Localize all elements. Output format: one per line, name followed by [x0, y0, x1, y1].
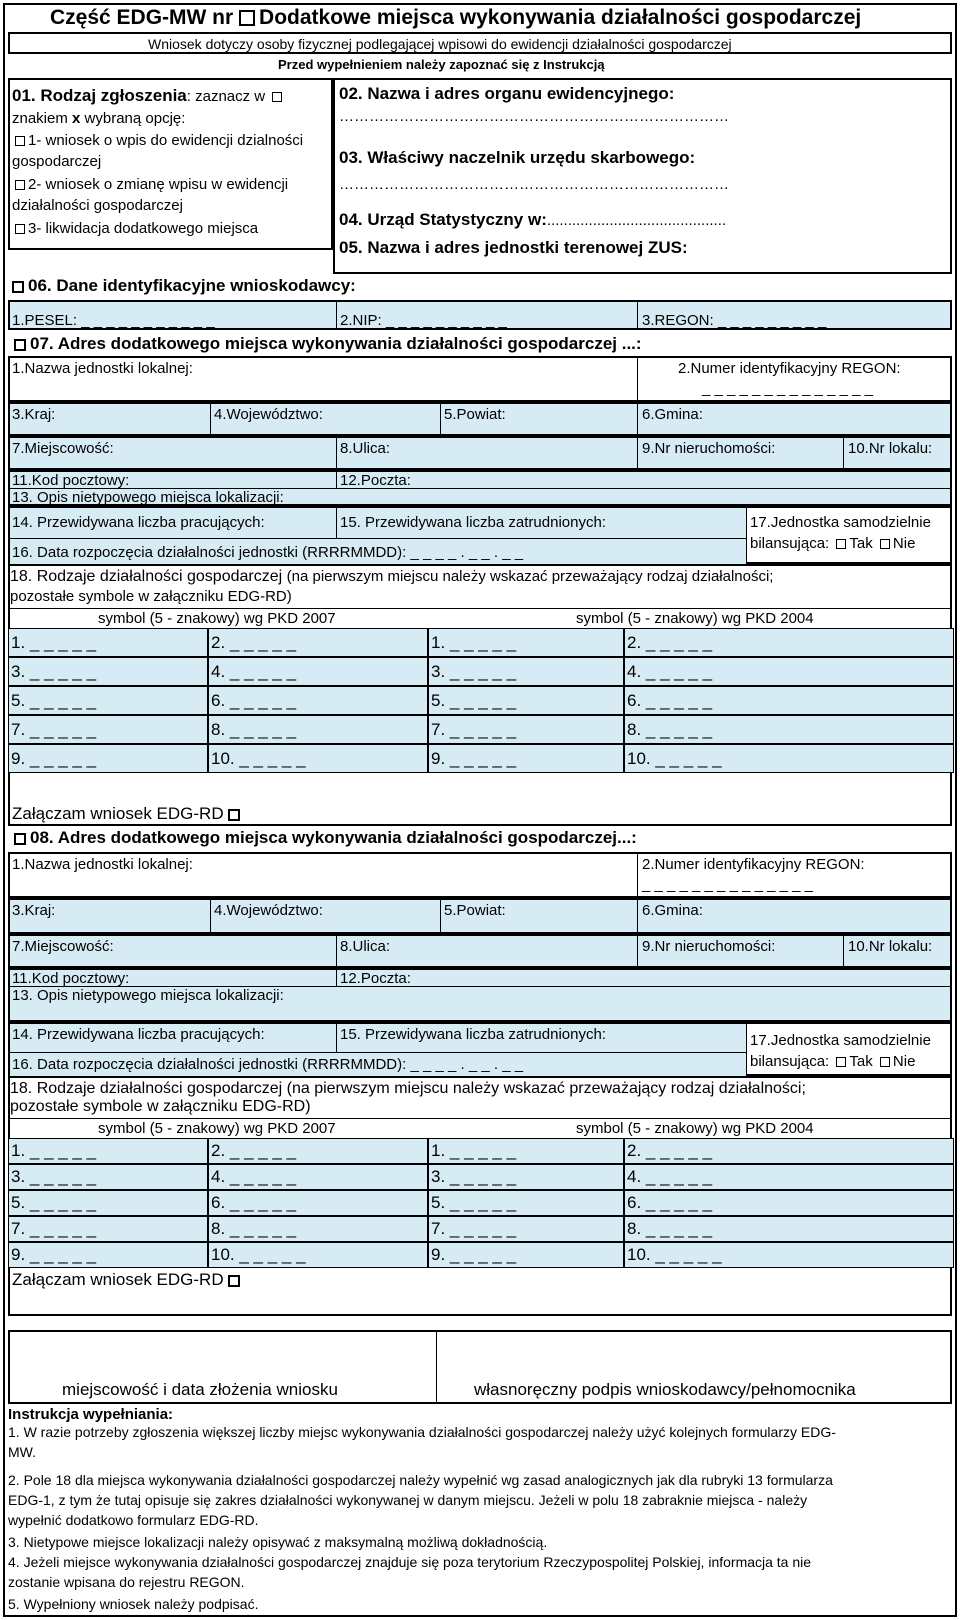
section-08: [8, 828, 952, 1324]
s07-f18-line1: 18. Rodzaje działalności gospodarczej (na pierwszym miejscu należy wskazać przeważający rodzaj działalności;: [10, 568, 774, 585]
signature-box: [8, 1330, 952, 1404]
s07-f7[interactable]: 7.Miejscowość:: [12, 440, 114, 457]
s07-row-5: [8, 506, 952, 564]
s06-title: 06. Dane identyfikacyjne wnioskodawcy:: [12, 276, 356, 296]
s01-option-2-cont: działalności gospodarczej: [12, 197, 183, 214]
s07-pkd-cell-3-4[interactable]: 6. _ _ _ _ _: [624, 686, 954, 715]
s07-f1[interactable]: 1.Nazwa jednostki lokalnej:: [12, 360, 193, 377]
s08-row-4: [8, 968, 952, 1022]
s08-f17-options[interactable]: bilansująca: Tak Nie: [750, 1053, 916, 1070]
s07-pkd2007-header: symbol (5 - znakowy) wg PKD 2007: [98, 610, 336, 627]
s08-pkd-cell-5-4[interactable]: 10. _ _ _ _ _: [624, 1242, 954, 1268]
signature-field[interactable]: [438, 1332, 950, 1376]
s07-pkd-cell-5-1[interactable]: 9. _ _ _ _ _: [8, 744, 208, 773]
s07-row-3: [8, 436, 952, 470]
s07-nie-checkbox[interactable]: [880, 539, 890, 549]
s08-row-1: [8, 852, 952, 898]
s08-pkd-cell-4-1[interactable]: 7. _ _ _ _ _: [8, 1216, 208, 1242]
s01-option-1[interactable]: 1- wniosek o wpis do ewidencji dzialności: [12, 132, 303, 149]
s07-pkd-cell-4-3[interactable]: 7. _ _ _ _ _: [428, 715, 624, 744]
s08-f18-line2: pozostałe symbole w załączniku EDG-RD): [10, 1098, 311, 1115]
s06-row: [8, 300, 952, 330]
s07-f4[interactable]: 4.Województwo:: [214, 406, 323, 423]
regon-field[interactable]: 3.REGON: _ _ _ _ _ _ _ _ _: [642, 312, 827, 329]
s07-pkd-cell-5-3[interactable]: 9. _ _ _ _ _: [428, 744, 624, 773]
s01-option-3[interactable]: 3- likwidacja dodatkowego miejsca: [12, 220, 258, 237]
option-1-checkbox[interactable]: [15, 136, 25, 146]
s07-f5[interactable]: 5.Powiat:: [444, 406, 506, 423]
s04-input[interactable]: ...........................................: [546, 212, 727, 229]
s01-line2: znakiem x wybraną opcję:: [12, 110, 186, 127]
option-2-checkbox[interactable]: [15, 180, 25, 190]
s07-pkd-grid: [8, 628, 952, 806]
sections-02-05: [333, 78, 952, 274]
s08-pkd-cell-1-1[interactable]: 1. _ _ _ _ _: [8, 1138, 208, 1164]
s08-pkd-cell-5-2[interactable]: 10. _ _ _ _ _: [208, 1242, 428, 1268]
s07-f14[interactable]: 14. Przewidywana liczba pracujących:: [12, 514, 265, 531]
s05-title: 05. Nazwa i adres jednostki terenowej ZUS:: [339, 238, 688, 257]
s08-row-2: [8, 898, 952, 934]
instruction-2a: 2. Pole 18 dla miejsca wykonywania działalności gospodarczej należy wypełnić wg zasad analogicznych jak dla rubryki 13 formularza: [8, 1472, 833, 1488]
s08-pkd2007-header: symbol (5 - znakowy) wg PKD 2007: [98, 1120, 336, 1137]
s08-f11[interactable]: 11.Kod pocztowy:: [12, 970, 130, 987]
s07-attach-checkbox[interactable]: [228, 809, 240, 821]
s08-tak-checkbox[interactable]: [836, 1057, 846, 1067]
s07-f10[interactable]: 10.Nr lokalu:: [848, 440, 933, 457]
s07-pkd-cell-1-1[interactable]: 1. _ _ _ _ _: [8, 628, 208, 657]
s07-f6[interactable]: 6.Gmina:: [642, 406, 703, 423]
s07-pkd-cell-4-2[interactable]: 8. _ _ _ _ _: [208, 715, 428, 744]
s08-f14[interactable]: 14. Przewidywana liczba pracujących:: [12, 1026, 265, 1043]
subtitle-box: [8, 32, 952, 54]
s08-f5[interactable]: 5.Powiat:: [444, 902, 506, 919]
place-date-field[interactable]: [10, 1332, 434, 1376]
section-07: [8, 330, 952, 826]
s07-f13[interactable]: 13. Opis nietypowego miejsca lokalizacji:: [12, 489, 284, 506]
instructions-title: Instrukcja wypełniania:: [8, 1406, 174, 1423]
s08-f15[interactable]: 15. Przewidywana liczba zatrudnionych:: [340, 1026, 606, 1043]
s08-f16[interactable]: 16. Data rozpoczęcia działalności jednostki (RRRRMMDD): _ _ _ _ . _ _ . _ _: [12, 1056, 524, 1073]
s07-tak-checkbox[interactable]: [836, 539, 846, 549]
s08-f3[interactable]: 3.Kraj:: [12, 902, 56, 919]
s08-f2[interactable]: 2.Numer identyfikacyjny REGON:: [642, 856, 865, 873]
s08-f6[interactable]: 6.Gmina:: [642, 902, 703, 919]
instruction-5: 5. Wypełniony wniosek należy podpisać.: [8, 1596, 259, 1612]
s07-pkd-cell-2-3[interactable]: 3. _ _ _ _ _: [428, 657, 624, 686]
s08-pkd-cell-2-4[interactable]: 4. _ _ _ _ _: [624, 1164, 954, 1190]
instructions: [8, 1404, 952, 1614]
s08-nie-checkbox[interactable]: [880, 1057, 890, 1067]
s06-checkbox[interactable]: [12, 281, 24, 293]
s07-pkd2004-header: symbol (5 - znakowy) wg PKD 2004: [576, 610, 814, 627]
option-3-checkbox[interactable]: [15, 224, 25, 234]
s07-checkbox[interactable]: [14, 339, 26, 351]
s07-row-2: [8, 402, 952, 436]
s03-title: 03. Właściwy naczelnik urzędu skarbowego:: [339, 148, 696, 167]
s07-pkd-cell-2-4[interactable]: 4. _ _ _ _ _: [624, 657, 954, 686]
s08-row-3: [8, 934, 952, 968]
s07-f12[interactable]: 12.Poczta:: [340, 472, 411, 489]
s03-input[interactable]: ……………………………………………………………………: [339, 176, 729, 193]
s01-option-2[interactable]: 2- wniosek o zmianę wpisu w ewidencji: [12, 176, 288, 193]
s08-pkd-cell-3-3[interactable]: 5. _ _ _ _ _: [428, 1190, 624, 1216]
s07-f2[interactable]: 2.Numer identyfikacyjny REGON:: [678, 360, 901, 377]
s08-pkd-cell-4-4[interactable]: 8. _ _ _ _ _: [624, 1216, 954, 1242]
s07-f17-options[interactable]: bilansująca: Tak Nie: [750, 535, 916, 552]
s07-f8[interactable]: 8.Ulica:: [340, 440, 391, 457]
s07-pkd-cell-3-2[interactable]: 6. _ _ _ _ _: [208, 686, 428, 715]
s08-attach-checkbox[interactable]: [228, 1275, 240, 1287]
s02-title: 02. Nazwa i adres organu ewidencyjnego:: [339, 84, 675, 103]
s04-title: 04. Urząd Statystyczny w:...........................................: [339, 210, 727, 229]
s07-pkd-cell-5-2[interactable]: 10. _ _ _ _ _: [208, 744, 428, 773]
form-subtitle: Wniosek dotyczy osoby fizycznej podlegającej wpisowi do ewidencji działalności gospodarczej: [148, 36, 732, 52]
s08-title: 08. Adres dodatkowego miejsca wykonywania działalności gospodarczej...:: [14, 828, 637, 848]
s08-pkd-cell-3-4[interactable]: 6. _ _ _ _ _: [624, 1190, 954, 1216]
s07-f18-line2: pozostałe symbole w załączniku EDG-RD): [10, 588, 292, 605]
instruction-2c: wypełnić dodatkowo formularz EDG-RD.: [8, 1512, 259, 1528]
s07-f17: 17.Jednostka samodzielnie: [750, 514, 931, 531]
s07-pkd: [8, 564, 952, 826]
s07-pkd-cell-3-3[interactable]: 5. _ _ _ _ _: [428, 686, 624, 715]
s08-pkd-cell-1-3[interactable]: 1. _ _ _ _ _: [428, 1138, 624, 1164]
s08-pkd-cell-1-4[interactable]: 2. _ _ _ _ _: [624, 1138, 954, 1164]
s07-f16[interactable]: 16. Data rozpoczęcia działalności jednostki (RRRRMMDD): _ _ _ _ . _ _ . _ _: [12, 544, 524, 561]
signature-label: własnoręczny podpis wnioskodawcy/pełnomocnika: [474, 1380, 856, 1399]
section-01: [8, 78, 333, 250]
s08-f7[interactable]: 7.Miejscowość:: [12, 938, 114, 955]
s01-option-1-cont: gospodarczej: [12, 153, 102, 170]
nip-field[interactable]: 2.NIP: _ _ _ _ _ _ _ _ _ _: [340, 312, 507, 329]
s07-row-4: [8, 470, 952, 506]
instruction-note: Przed wypełnieniem należy zapoznać się z Instrukcją: [278, 57, 605, 72]
s07-pkd-cell-1-3[interactable]: 1. _ _ _ _ _: [428, 628, 624, 657]
instruction-4a: 4. Jeżeli miejsce wykonywania działalności gospodarczej znajduje się poza terytorium Rzeczypospolitej Polskiej, informacja ta nie: [8, 1554, 812, 1570]
s07-pkd-cell-4-1[interactable]: 7. _ _ _ _ _: [8, 715, 208, 744]
s08-f9[interactable]: 9.Nr nieruchomości:: [642, 938, 776, 955]
s01-sample-checkbox: [272, 92, 282, 102]
pesel-field[interactable]: 1.PESEL: _ _ _ _ _ _ _ _ _ _ _: [12, 312, 215, 329]
s08-pkd-grid: [8, 1138, 952, 1268]
s07-title: 07. Adres dodatkowego miejsca wykonywania działalności gospodarczej ...:: [14, 334, 642, 354]
s07-row-1: [8, 356, 952, 402]
s08-pkd-cell-1-2[interactable]: 2. _ _ _ _ _: [208, 1138, 428, 1164]
s08-pkd2004-header: symbol (5 - znakowy) wg PKD 2004: [576, 1120, 814, 1137]
s07-pkd-cell-2-2[interactable]: 4. _ _ _ _ _: [208, 657, 428, 686]
s07-f11[interactable]: 11.Kod pocztowy:: [12, 472, 130, 489]
s08-pkd-cell-5-3[interactable]: 9. _ _ _ _ _: [428, 1242, 624, 1268]
s08-f10[interactable]: 10.Nr lokalu:: [848, 938, 933, 955]
s08-pkd-cell-2-3[interactable]: 3. _ _ _ _ _: [428, 1164, 624, 1190]
s07-f15[interactable]: 15. Przewidywana liczba zatrudnionych:: [340, 514, 606, 531]
s08-pkd-cell-3-2[interactable]: 6. _ _ _ _ _: [208, 1190, 428, 1216]
s07-attach[interactable]: Załączam wniosek EDG-RD: [12, 804, 244, 824]
s08-pkd-cell-4-3[interactable]: 7. _ _ _ _ _: [428, 1216, 624, 1242]
s07-f2-blanks[interactable]: _ _ _ _ _ _ _ _ _ _ _ _ _ _: [702, 380, 873, 397]
s07-pkd-cell-4-4[interactable]: 8. _ _ _ _ _: [624, 715, 954, 744]
s08-pkd: [8, 1076, 952, 1316]
s07-f3[interactable]: 3.Kraj:: [12, 406, 56, 423]
s08-f4[interactable]: 4.Województwo:: [214, 902, 323, 919]
s08-pkd-cell-5-1[interactable]: 9. _ _ _ _ _: [8, 1242, 208, 1268]
s07-pkd-cell-1-4[interactable]: 2. _ _ _ _ _: [624, 628, 954, 657]
s08-f17: 17.Jednostka samodzielnie: [750, 1032, 931, 1049]
s07-pkd-cell-1-2[interactable]: 2. _ _ _ _ _: [208, 628, 428, 657]
s07-pkd-cell-5-4[interactable]: 10. _ _ _ _ _: [624, 744, 954, 773]
s08-f8[interactable]: 8.Ulica:: [340, 938, 391, 955]
instruction-4b: zostanie wpisana do rejestru REGON.: [8, 1574, 245, 1590]
s08-pkd-cell-2-2[interactable]: 4. _ _ _ _ _: [208, 1164, 428, 1190]
s08-f18-line1: 18. Rodzaje działalności gospodarczej (na pierwszym miejscu należy wskazać przeważający rodzaj działalności;: [10, 1080, 806, 1097]
s08-row-5: [8, 1022, 952, 1076]
s07-pkd-cell-2-1[interactable]: 3. _ _ _ _ _: [8, 657, 208, 686]
s08-pkd-cell-2-1[interactable]: 3. _ _ _ _ _: [8, 1164, 208, 1190]
form-title: Część EDG-MW nr Dodatkowe miejsca wykonywania działalności gospodarczej: [50, 6, 862, 29]
instruction-2b: EDG-1, z tym że tutaj opisuje się zakres działalności wykonywanej w danym miejscu. Jeżeli w polu 18 zabraknie miejsca - należy: [8, 1492, 808, 1508]
s02-input[interactable]: ……………………………………………………………………: [339, 108, 729, 125]
instruction-1a: 1. W razie potrzeby zgłoszenia większej liczby miejsc wykonywania działalności gospodarczej należy użyć kolejnych formularzy EDG-: [8, 1424, 836, 1440]
s07-f9[interactable]: 9.Nr nieruchomości:: [642, 440, 776, 457]
title-checkbox[interactable]: [239, 10, 255, 26]
s08-f1[interactable]: 1.Nazwa jednostki lokalnej:: [12, 856, 193, 873]
s08-pkd-cell-4-2[interactable]: 8. _ _ _ _ _: [208, 1216, 428, 1242]
s08-checkbox[interactable]: [14, 833, 26, 845]
s01-title-line: 01. Rodzaj zgłoszenia: zaznacz w: [12, 86, 285, 106]
s08-pkd-cell-3-1[interactable]: 5. _ _ _ _ _: [8, 1190, 208, 1216]
place-date-label: miejscowość i data złożenia wniosku: [62, 1380, 338, 1399]
s08-f13[interactable]: 13. Opis nietypowego miejsca lokalizacji:: [12, 987, 284, 1004]
s08-f12[interactable]: 12.Poczta:: [340, 970, 411, 987]
instruction-1b: MW.: [8, 1444, 36, 1460]
s08-f2-blanks[interactable]: _ _ _ _ _ _ _ _ _ _ _ _ _ _: [642, 876, 813, 893]
s07-pkd-cell-3-1[interactable]: 5. _ _ _ _ _: [8, 686, 208, 715]
instruction-3: 3. Nietypowe miejsce lokalizacji należy opisywać z maksymalną możliwą dokładnością.: [8, 1534, 548, 1550]
s08-attach[interactable]: Załączam wniosek EDG-RD: [12, 1270, 244, 1290]
